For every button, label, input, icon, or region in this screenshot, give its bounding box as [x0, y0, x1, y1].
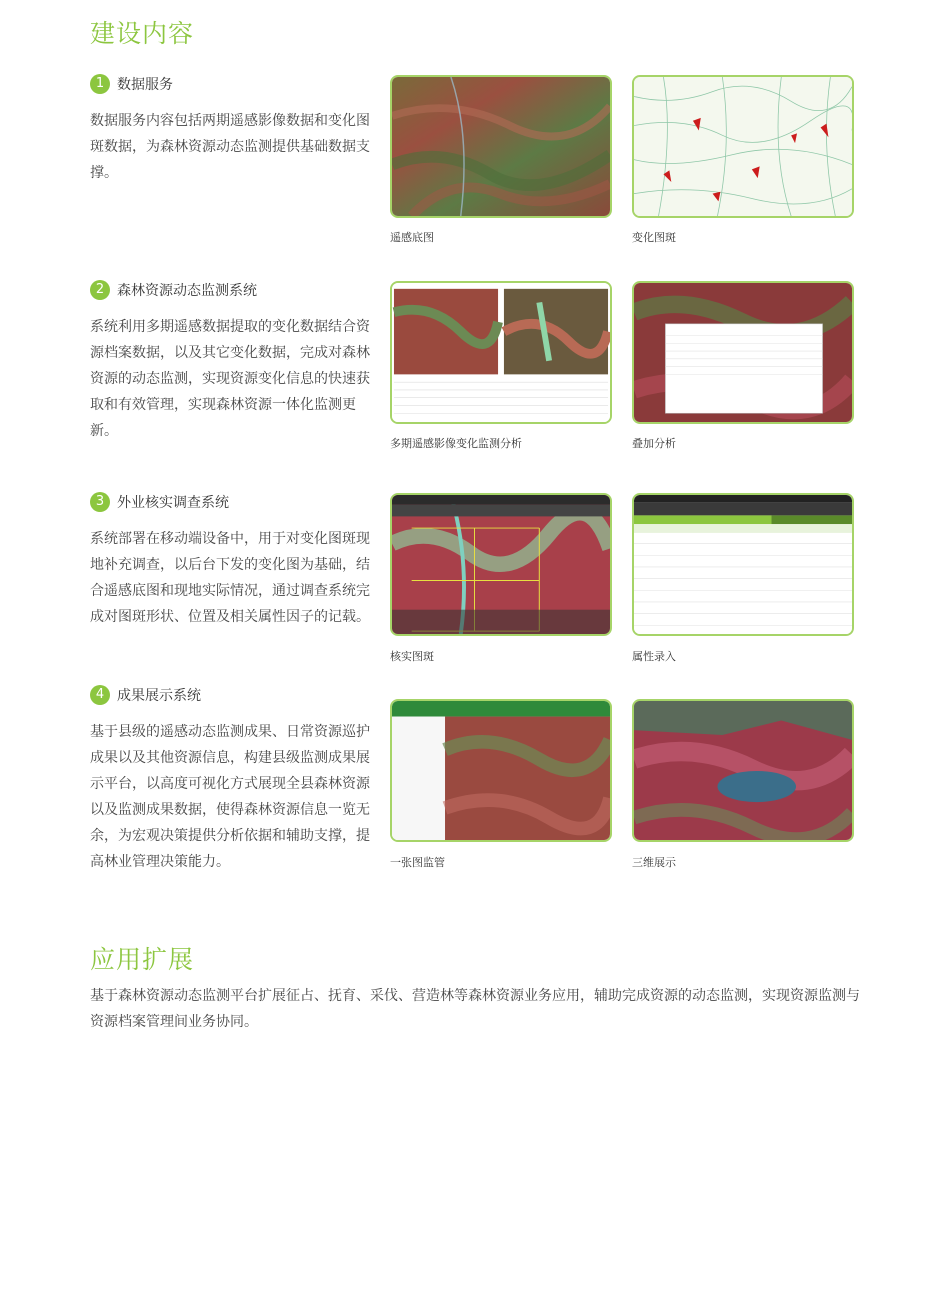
3d-display-image: [632, 699, 854, 842]
caption: 属性录入: [632, 650, 676, 663]
caption: 遥感底图: [390, 231, 434, 244]
item-3-description: 系统部署在移动端设备中，用于对变化图斑现地补充调查，以后台下发的变化图为基础，结合遥感底图和现地实际情况，通过调查系统完成对图斑形状、位置及相关属性因子的记载。: [90, 531, 370, 625]
item-title: 森林资源动态监测系统: [117, 283, 257, 299]
item-title: 外业核实调查系统: [117, 495, 229, 511]
field-verification-map-image: [390, 493, 612, 636]
item-number-badge: 3: [90, 492, 110, 512]
one-map-supervision-image: [390, 699, 612, 842]
item-1-header: [90, 74, 173, 94]
change-patch-map-image: [632, 75, 854, 218]
item-4-description: 基于县级的遥感动态监测成果、日常资源巡护成果以及其他资源信息，构建县级监测成果展示平台，以高度可视化方式展现全县森林资源以及监测成果数据，使得森林资源信息一览无余，为宏观决策提供分析依据和辅助支撑，提高林业管理决策能力。: [90, 724, 370, 870]
item-3-header: [90, 492, 229, 512]
item-2-header: [90, 280, 257, 300]
attribute-entry-form-image: [632, 493, 854, 636]
item-1-description: 数据服务内容包括两期遥感影像数据和变化图斑数据，为森林资源动态监测提供基础数据支撑。: [90, 113, 370, 181]
item-title: 成果展示系统: [117, 688, 201, 704]
caption: 变化图斑: [632, 231, 676, 244]
multi-period-analysis-image: [390, 281, 612, 424]
satellite-basemap-image: [390, 75, 612, 218]
item-title: 数据服务: [117, 77, 173, 93]
item-number-badge: 4: [90, 685, 110, 705]
caption: 多期遥感影像变化监测分析: [390, 437, 522, 450]
caption: 核实图斑: [390, 650, 434, 663]
item-2-description: 系统利用多期遥感数据提取的变化数据结合资源档案数据，以及其它变化数据，完成对森林资源的动态监测，实现资源变化信息的快速获取和有效管理，实现森林资源一体化监测更新。: [90, 319, 370, 439]
item-number-badge: 1: [90, 74, 110, 94]
section-title-construction: 建设内容: [90, 19, 195, 48]
overlay-analysis-image: [632, 281, 854, 424]
section-title-application: 应用扩展: [90, 945, 195, 974]
caption: 叠加分析: [632, 437, 676, 450]
item-number-badge: 2: [90, 280, 110, 300]
application-description: 基于森林资源动态监测平台扩展征占、抚育、采伐、营造林等森林资源业务应用，辅助完成资源的动态监测，实现资源监测与资源档案管理间业务协同。: [90, 988, 860, 1030]
caption: 一张图监管: [390, 856, 445, 869]
item-4-header: [90, 685, 201, 705]
caption: 三维展示: [632, 856, 676, 869]
